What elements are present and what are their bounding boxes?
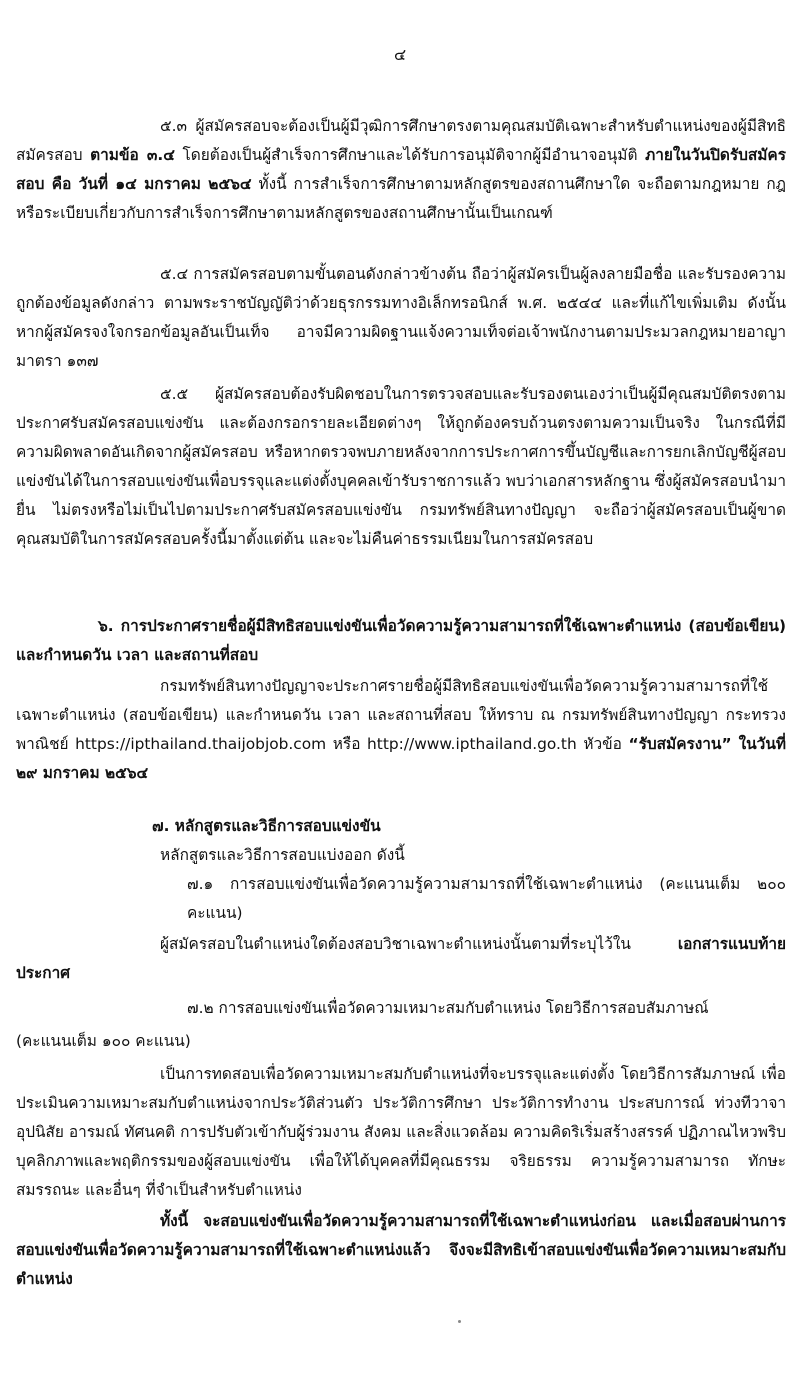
section-5-5 <box>16 380 786 554</box>
section-5-4 <box>16 260 786 376</box>
s71-body-a: ผู้สมัครสอบในตำแหน่งใดต้องสอบวิชาเฉพาะตำแหน่งนั้นตามที่ระบุไว้ใน <box>160 935 631 953</box>
section-7-2-score: (คะแนนเต็ม ๑๐๐ คะแนน) <box>16 1032 191 1050</box>
s53-text-c: โดยต้องเป็นผู้สำเร็จการศึกษาและได้รับการอนุมัติจากผู้มีอำนาจอนุมัติ <box>182 146 638 164</box>
section-5-3 <box>16 112 786 228</box>
section-7-note: ทั้งนี้ จะสอบแข่งขันเพื่อวัดความรู้ความสามารถที่ใช้เฉพาะตำแหน่งก่อน และเมื่อสอบผ่านการสอบแข่งขันเพื่อวัดความรู้ความสามารถที่ใช้เฉพาะตำแหน่งแล้ว จึงจะมีสิทธิเข้าสอบแข่งขันเพื่อวัดความเหมาะสมกับตำแหน่ง <box>16 1212 786 1288</box>
page-number: ๔ <box>393 45 407 64</box>
section-5-3-paragraph <box>16 112 786 228</box>
s53-text-a: ๕.๓ ผู้สมัครสอบจะต้องเป็นผู้มีวุฒิการศึกษาตรงตามคุณสมบัติเฉพาะสำหรับตำแหน่งของผู้มีสิทธิสมัครสอบ <box>16 117 786 164</box>
section-6-heading: ๖. การประกาศรายชื่อผู้มีสิทธิสอบแข่งขันเพื่อวัดความรู้ความสามารถที่ใช้เฉพาะตำแหน่ง (สอบข้อเขียน) และกำหนดวัน เวลา และสถานที่สอบ <box>16 617 786 664</box>
section-7-intro: หลักสูตรและวิธีการสอบแบ่งออก ดังนี้ <box>160 846 405 864</box>
s71-body-b: เอกสารแนบท้ายประกาศ <box>16 935 786 982</box>
section-5-5-paragraph: ๕.๕ ผู้สมัครสอบต้องรับผิดชอบในการตรวจสอบและรับรองตนเองว่าเป็นผู้มีคุณสมบัติตรงตามประกาศรับสมัครสอบแข่งขัน และต้องกรอกรายละเอียดต่างๆ ให้ถูกต้องครบถ้วนตรงตามความเป็นจริง ในกรณีที่มีความผิดพลาดอันเกิดจากผู้สมัครสอบ หรือหากตรวจพบภายหลังจากการประกาศการขึ้นบัญชีและการยกเลิกบัญชีผู้สอบแข่งขันได้ในการสอบแข่งขันเพื่อบรรจุและแต่งตั้งบุคคลเข้ารับราชการแล้ว พบว่าเอกสารหลักฐาน ซึ่งผู้สมัครสอบนำมายื่น ไม่ตรงหรือไม่เป็นไปตามประกาศรับสมัครสอบแข่งขัน กรมทรัพย์สินทางปัญญา จะถือว่าผู้สมัครสอบเป็นผู้ขาดคุณสมบัติในการสมัครสอบครั้งนี้มาตั้งแต่ต้น และจะไม่คืนค่าธรรมเนียมในการสมัครสอบ <box>16 385 786 548</box>
s53-text-e: ทั้งนี้ การสำเร็จการศึกษาตามหลักสูตรของสถานศึกษาใด จะถือตามกฎหมาย กฎหรือระเบียบเกี่ยวกับการสำเร็จการศึกษาตามหลักสูตรของสถานศึกษานั้นเป็นเกณฑ์ <box>16 175 786 222</box>
section-5-4-paragraph: ๕.๔ การสมัครสอบตามขั้นตอนดังกล่าวข้างต้น ถือว่าผู้สมัครเป็นผู้ลงลายมือชื่อ และรับรองความถูกต้องข้อมูลดังกล่าว ตามพระราชบัญญัติว่าด้วยธุรกรรมทางอิเล็กทรอนิกส์ พ.ศ. ๒๕๔๔ และที่แก้ไขเพิ่มเติม ดังนั้น หากผู้สมัครจงใจกรอกข้อมูลอันเป็นเท็จ อาจมีความผิดฐานแจ้งความเท็จต่อเจ้าพนักงานตามประมวลกฎหมายอาญา มาตรา ๑๓๗ <box>16 265 786 370</box>
section-7-2-body: เป็นการทดสอบเพื่อวัดความเหมาะสมกับตำแหน่งที่จะบรรจุและแต่งตั้ง โดยวิธีการสัมภาษณ์ เพื่อประเมินความเหมาะสมกับตำแหน่งจากประวัติส่วนตัว ประวัติการศึกษา ประวัติการทำงาน ประสบการณ์ ท่วงทีวาจา อุปนิสัย อารมณ์ ทัศนคติ การปรับตัวเข้ากับผู้ร่วมงาน สังคม และสิ่งแวดล้อม ความคิดริเริ่มสร้างสรรค์ ปฏิภาณไหวพริบ บุคลิกภาพและพฤติกรรมของผู้สอบแข่งขัน เพื่อให้ได้บุคคลที่มีคุณธรรม จริยธรรม ความรู้ความสามารถ ทักษะ สมรรถนะ และอื่นๆ ที่จำเป็นสำหรับตำแหน่ง <box>16 1065 786 1199</box>
s6-body-a: กรมทรัพย์สินทางปัญญาจะประกาศรายชื่อผู้มีสิทธิสอบแข่งขันเพื่อวัดความรู้ความสามารถที่ใช้เฉพาะตำแหน่ง (สอบข้อเขียน) และกำหนดวัน เวลา และสถานที่สอบ ให้ทราบ ณ กรมทรัพย์สินทางปัญญา กระทรวงพาณิชย์ https://ipthailand.thaijobjob.com หรือ http://www.ipthailand.go.th หัวข้อ <box>16 677 786 753</box>
section-7 <box>16 812 786 1294</box>
section-7-1-body <box>16 930 786 988</box>
section-7-heading: ๗. หลักสูตรและวิธีการสอบแข่งขัน <box>152 817 381 835</box>
scan-speck <box>458 1320 461 1323</box>
s53-deadline: ภายในวันปิดรับสมัครสอบ คือ วันที่ ๑๔ มกราคม ๒๕๖๔ <box>16 146 786 193</box>
s6-body-b: “รับสมัครงาน” ในวันที่ ๒๙ มกราคม ๒๕๖๔ <box>16 735 786 782</box>
section-7-2-title: ๗.๒ การสอบแข่งขันเพื่อวัดความเหมาะสมกับตำแหน่ง โดยวิธีการสอบสัมภาษณ์ <box>187 999 709 1017</box>
section-6-body <box>16 672 786 788</box>
section-7-1-title: ๗.๑ การสอบแข่งขันเพื่อวัดความรู้ความสามารถที่ใช้เฉพาะตำแหน่ง (คะแนนเต็ม ๒๐๐ คะแนน) <box>187 875 786 922</box>
section-6 <box>16 612 786 788</box>
s53-text-b: ตามข้อ ๓.๔ <box>90 146 175 164</box>
